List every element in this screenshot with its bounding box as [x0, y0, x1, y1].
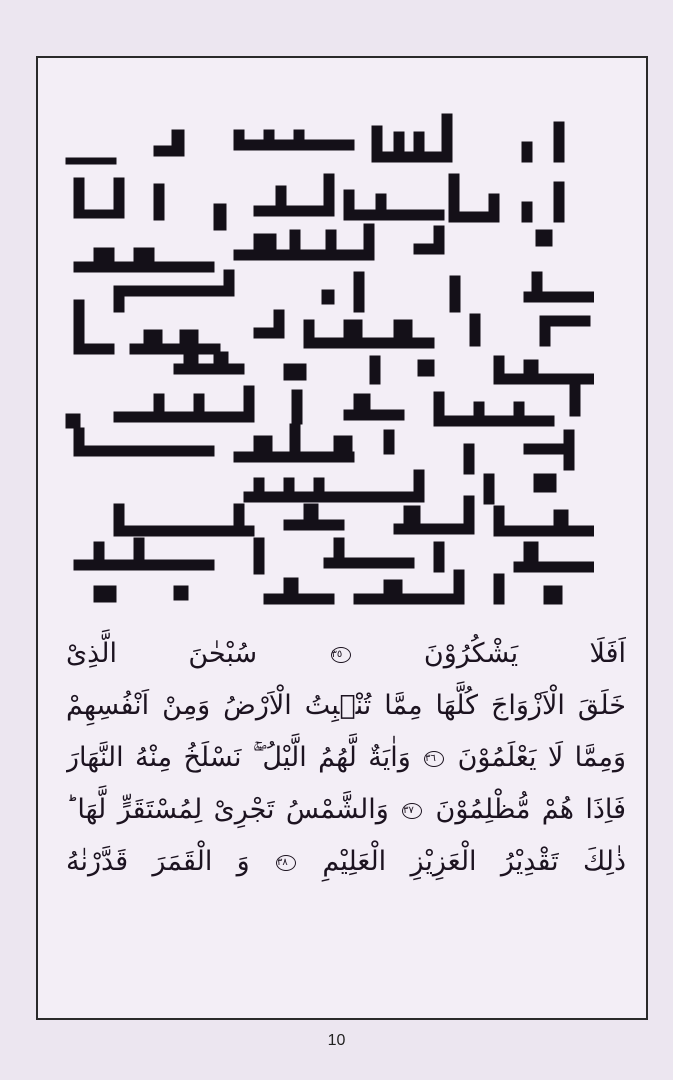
naskh-line-5 — [66, 836, 626, 888]
ayah-number-marker: ٣٥ — [331, 647, 351, 663]
verse-text: سُبْحٰنَ الَّذِیْ — [66, 638, 258, 669]
kufic-calligraphy-svg — [54, 94, 594, 634]
verse-text: وَ الْقَمَرَ قَدَّرْنٰهُ — [66, 846, 250, 877]
ayah-number-marker: ٣٦ — [424, 751, 444, 767]
naskh-line-1 — [66, 628, 626, 680]
page-frame — [36, 56, 648, 1020]
naskh-line-3 — [66, 732, 626, 784]
verse-text: وَاٰیَةٌ لَّهُمُ الَّیْلُ ۖۚ نَسْلَخُ مِنْهُ النَّهَارَ — [66, 742, 411, 773]
verse-text: وَمِمَّا لَا یَعْلَمُوْنَ — [457, 742, 626, 773]
verse-text: وَالشَّمْسُ تَجْرِیْ لِمُسْتَقَرٍّ لَّهَا ؕ — [66, 794, 389, 825]
verse-text: خَلَقَ الْاَزْوَاجَ كُلَّهَا مِمَّا تُنْۢبِتُ الْاَرْضُ وَمِنْ اَنْفُسِهِمْ — [66, 690, 626, 721]
verse-text: اَفَلَا يَشْكُرُوْنَ — [423, 638, 626, 669]
verse-text: فَاِذَا هُمْ مُّظْلِمُوْنَ — [435, 794, 626, 825]
naskh-line-4 — [66, 784, 626, 836]
ayah-number-marker: ٣٨ — [276, 855, 296, 871]
kufic-manuscript-text — [54, 94, 594, 634]
page-number: 10 — [327, 1032, 346, 1049]
ayah-number-marker: ٣٧ — [402, 803, 422, 819]
naskh-line-2 — [66, 680, 626, 732]
verse-text: ذٰلِكَ تَقْدِیْرُ الْعَزِیْزِ الْعَلِیْمِ — [322, 846, 626, 877]
naskh-arabic-text — [66, 628, 626, 888]
